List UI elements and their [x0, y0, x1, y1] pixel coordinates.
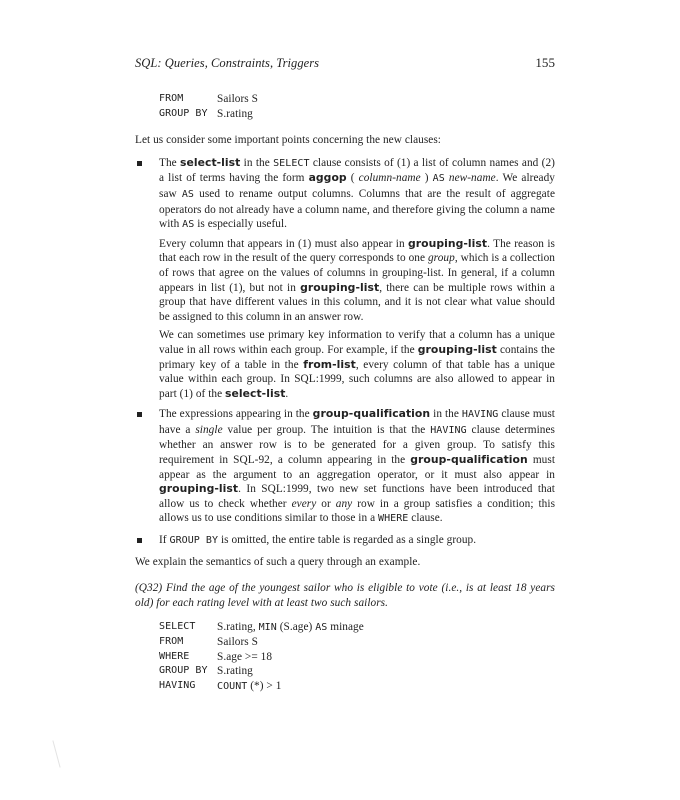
- sql-keyword: GROUP BY: [159, 107, 208, 119]
- bullet-marker: [137, 412, 142, 417]
- sql-text: S.rating, MIN (S.age) AS minage: [217, 621, 364, 634]
- code-block-bottom: [159, 620, 555, 693]
- sql-text: S.rating: [217, 665, 253, 678]
- sql-text: S.age >= 18: [217, 650, 273, 663]
- sql-keyword: WHERE: [159, 650, 190, 662]
- bullet-paragraph: If GROUP BY is omitted, the entire table is regarded as a single group.: [159, 534, 477, 547]
- code-line: [159, 107, 555, 122]
- query-statement: (Q32) Find the age of the youngest sailor who is eligible to vote (i.e., is at least 18 years old) for each rating level with at least two such sailors.: [135, 582, 555, 609]
- bullet-paragraph: The expressions appearing in the group-qualification in the HAVING clause must have a single value per group. The intuition is that the HAVING clause determines whether an answer row is to be generated for a given group. To satisfy this requirement in SQL-92, a column appearing in the group-qualification must appear as the argument to an aggregation operator, or it must also appear in grouping-list. In SQL:1999, two new set functions have been introduced that allow us to check whether every or any row in a group satisfies a condition; this allows us to use conditions similar to those in a WHERE clause.: [159, 407, 556, 525]
- scan-mark: [52, 740, 60, 767]
- bullet-paragraph: The select-list in the SELECT clause consists of (1) a list of column names and (2) a list of terms having the form aggop ( column-name ) AS new-name. We already saw AS used to rename output columns. Columns that are the result of aggregate operators do not already have a column name, and therefore giving the column a name with AS is especially useful.: [159, 155, 556, 231]
- sql-keyword: FROM: [159, 93, 184, 104]
- sql-text: S.rating: [217, 107, 253, 120]
- page-header: [135, 56, 555, 76]
- running-title: SQL: Queries, Constraints, Triggers: [135, 56, 320, 70]
- sql-text: Sailors S: [217, 93, 258, 105]
- bullet-item-group-by-omitted: [135, 533, 555, 549]
- code-line: [159, 620, 555, 635]
- bullet-paragraph: Every column that appears in (1) must also appear in grouping-list. The reason is that each row in the result of the query corresponds to one group, which is a collection of rows that agree on the values of columns in grouping-list. In general, if a column appears in list (1), but not in grouping-list, there can be multiple rows within a group that have different values in this column, and it is not clear what value should be assigned to this column in an answer row.: [159, 236, 555, 323]
- sql-text: COUNT (*) > 1: [217, 679, 282, 692]
- sql-keyword: FROM: [159, 636, 184, 647]
- sql-keyword: SELECT: [159, 621, 196, 633]
- sql-keyword: HAVING: [159, 679, 196, 691]
- bullet-list: [135, 156, 555, 549]
- sql-keyword: GROUP BY: [159, 665, 208, 677]
- sql-text: Sailors S: [217, 636, 258, 648]
- code-line: [159, 679, 555, 694]
- explain-paragraph: We explain the semantics of such a query through an example.: [135, 555, 421, 568]
- bullet-marker: [137, 538, 142, 543]
- bullet-item-having: [135, 407, 555, 527]
- code-line: [159, 650, 555, 665]
- intro-paragraph: Let us consider some important points concerning the new clauses:: [135, 134, 441, 147]
- textbook-page: [135, 56, 555, 693]
- page-number: 155: [535, 55, 555, 70]
- code-line: [159, 635, 555, 650]
- bullet-marker: [137, 161, 142, 166]
- code-line: [159, 92, 555, 107]
- code-block-top: [159, 92, 555, 121]
- bullet-item-select-list: [135, 156, 555, 402]
- bullet-paragraph: We can sometimes use primary key information to verify that a column has a unique value in all rows within each group. For example, if the grouping-list contains the primary key of a table in the from-list, every column of that table has a unique value within each group. In SQL:1999, such columns are also allowed to appear in part (1) of the select-list.: [159, 329, 556, 400]
- code-line: [159, 664, 555, 679]
